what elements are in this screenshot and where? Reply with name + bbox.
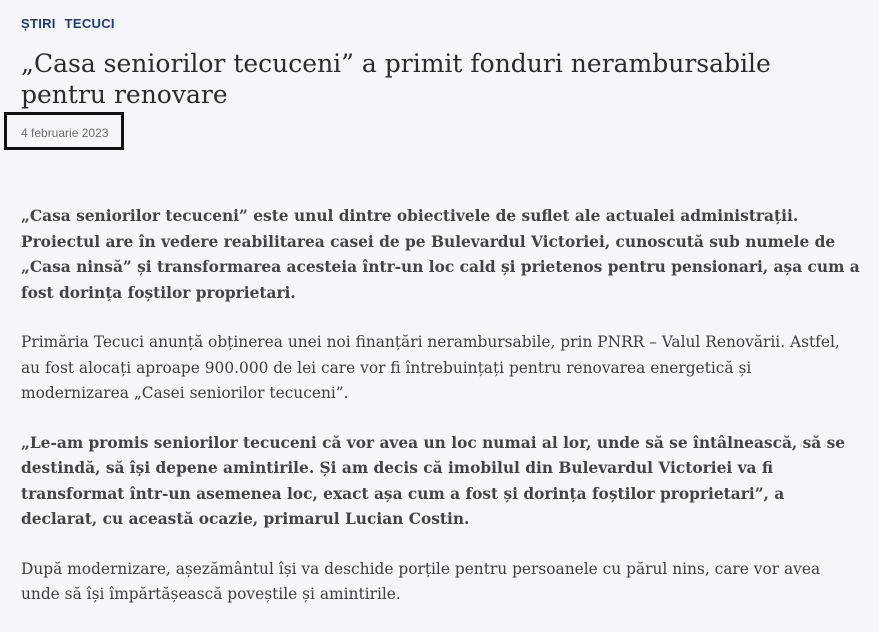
- article-quote-paragraph: „Le-am promis seniorilor tecuceni că vor avea un loc numai al lor, unde să se întâlnească, să se destindă, să își depene amintirile. Și am decis că imobilul din Bulevardul Victoriei va fi transformat într-un asemenea loc, exact așa cum a fost și dorința foștilor proprietari”, a declarat, cu această ocazie, primarul Lucian Costin.: [21, 433, 846, 528]
- article-paragraph: După modernizare, așezământul își va deschide porțile pentru persoanele cu părul nins, care vor avea unde să își împărtășească poveștile și amintirile.: [21, 559, 821, 603]
- breadcrumb: [21, 16, 120, 31]
- article-date: 4 februarie 2023: [21, 126, 109, 140]
- article-paragraph: Primăria Tecuci anunță obținerea unei noi finanțări nerambursabile, prin PNRR – Valul Renovării. Astfel, au fost alocați aproape 900.000 de lei care vor fi întrebuințați pentru renovarea energetică și modernizarea „Casei seniorilor tecuceni”.: [21, 333, 840, 402]
- category-link-tecuci[interactable]: TECUCI: [64, 16, 115, 31]
- article-body: [21, 204, 863, 632]
- article-title: „Casa seniorilor tecuceni” a primit fonduri nerambursabile pentru renovare: [21, 49, 771, 109]
- category-link-stiri[interactable]: ȘTIRI: [21, 16, 56, 31]
- article-lead-paragraph: „Casa seniorilor tecuceni” este unul dintre obiectivele de suflet ale actualei administrații. Proiectul are în vedere reabilitarea casei de pe Bulevardul Victoriei, cunoscută sub numele de „Casa ninsă” și transformarea acesteia într-un loc cald și prietenos pentru pensionari, așa cum a fost dorința foștilor proprietari.: [21, 207, 860, 302]
